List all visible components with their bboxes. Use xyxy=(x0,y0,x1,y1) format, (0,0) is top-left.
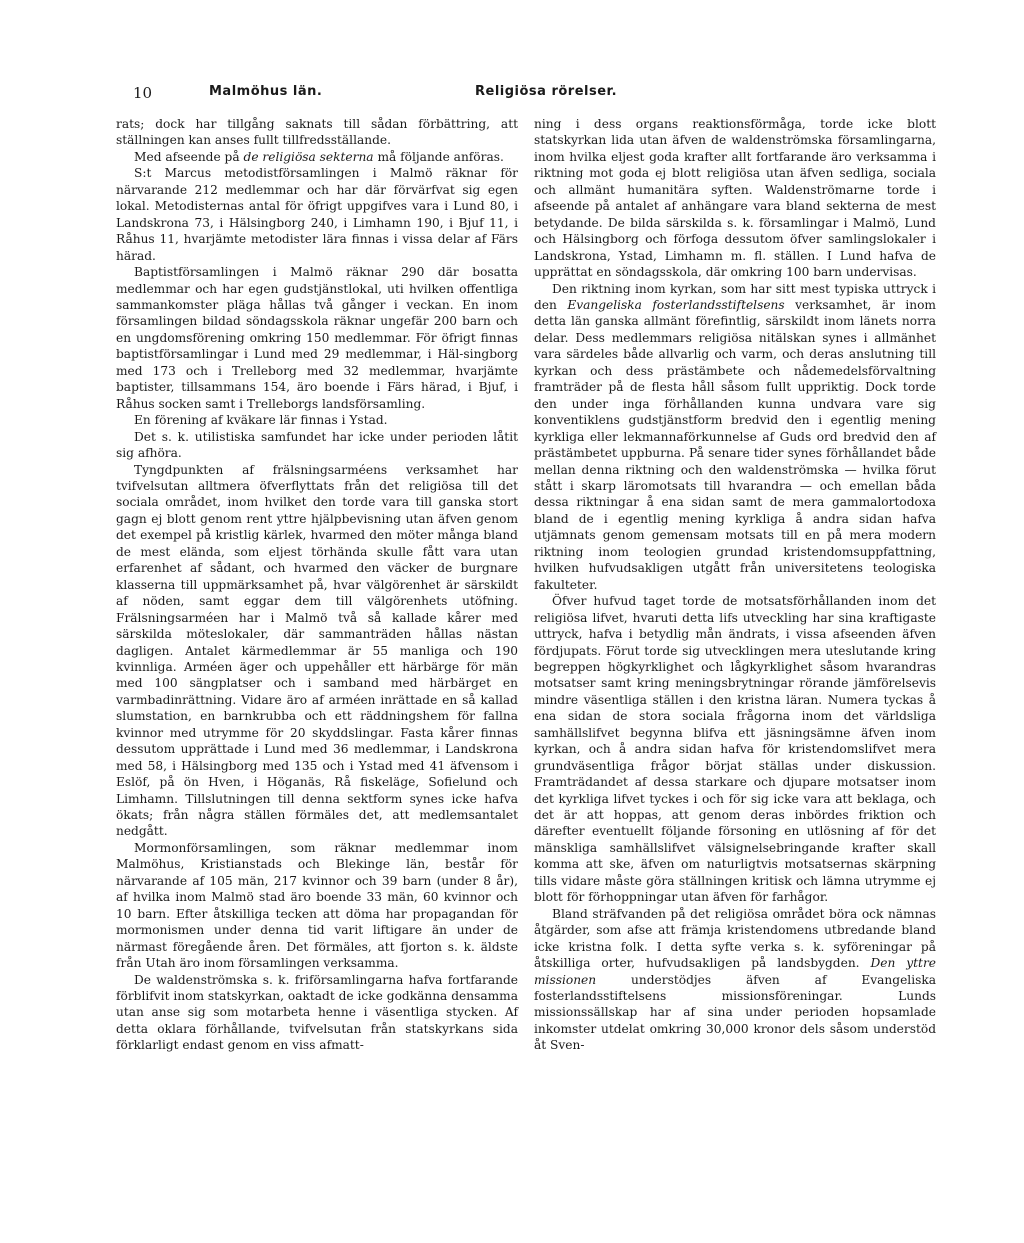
paragraph: Öfver hufvud taget torde de motsatsförhållanden inom det religiösa lifvet, hvaruti detta lifs utveckling har sina kraftigaste uttryck, hafva i betydlig mån ändrats, i vissa afseenden äfven fördjupats. Förut torde sig utvecklingen mera uteslutande kring begreppen högkyrklighet och lågkyrklighet såsom hvarandras motsatser samt kring meningsbrytningar rörande jämförelsevis mindre väsentliga ställen i den kristna läran. Numera tyckas å ena sidan de stora sociala frågorna inom det världsliga samhällslifvet begynna blifva ett jäsningsämne äfven inom kyrkan, och å andra sidan hafva för kristendomslifvet mera grundväsentliga frågor börjat ställas under diskussion. Framträdandet af dessa starkare och djupare motsatser inom det kyrkliga lifvet tyckes i och för sig icke vara att beklaga, och det är att hoppas, att genom deras inbördes friktion och därefter eventuellt följande försoning en utlösning af för det mänskliga samhällslifvet välsignelsebringande krafter skall komma att ske, äfven om naturligtvis motsatsernas skärpning tills vidare måste göra ställningen kritisk och lämna utrymme ej blott för förhoppningar utan äfven för farhågor. xyxy=(534,594,936,905)
paragraph-text: Bland sträfvanden på det religiösa området böra ock nämnas åtgärder, som afse att främja kristendomens utbredande bland icke kristna folk. I detta syfte verka s. k. syföreningar på åtskilliga orter, hufvudsakligen på landsbygden. xyxy=(534,906,936,971)
paragraph: Baptistförsamlingen i Malmö räknar 290 där bosatta medlemmar och har egen gudstjänstlokal, uti hvilken offentliga sammankomster pläga hållas två gånger i veckan. En inom församlingen bildad söndagsskola räknar ungefär 200 barn och en ungdomsförening omkring 150 medlemmar. För öfrigt finnas baptistförsamlingar i Lund med 29 medlemmar, i Häl-singborg med 173 och i Trelleborg med 32 medlemmar, hvarjämte baptister, tillsammans 154, äro boende i Färs härad, i Bjuf, i Råhus socken samt i Trelleborgs landsförsamling. xyxy=(116,265,518,411)
italic-term: de religiösa sekterna xyxy=(243,149,374,164)
paragraph: ning i dess organs reaktionsförmåga, torde icke blott statskyrkan lida utan äfven de waldenströmska församlingarna, inom hvilka eljest goda krafter allt fortfarande äro verksamma i riktning mot goda ej blott religiösa utan äfven sedliga, sociala och allmänt humanitära syften. Waldenströmarne torde i afseende på antalet af anhängare vara bland sekterna de mest betydande. De bilda särskilda s. k. församlingar i Malmö, Lund och Hälsingborg och förfoga dessutom öfver samlingslokaler i Landskrona, Ystad, Limhamn m. fl. ställen. I Lund hafva de upprättat en söndagsskola, där omkring 100 barn undervisas. xyxy=(534,117,936,280)
italic-term: Den yttre missionen xyxy=(534,956,936,987)
paragraph-text: understödjes äfven af Evangeliska fosterlandsstiftelsens missionsföreningar. Lunds missionssällskap har af sina under perioden hopsamlade inkomster utdelat omkring 30,000 kronor dels såsom understöd åt Sven- xyxy=(534,972,936,1053)
paragraph-text: må följande anföras. xyxy=(373,149,504,164)
running-title-right: Religiösa rörelser. xyxy=(475,84,618,99)
paragraph: Tyngdpunkten af frälsningsarméens verksamhet har tvifvelsutan alltmera öfverflyttats från det religiösa till det sociala området, inom hvilket den torde vara till ganska stort gagn ej blott genom rent yttre hjälpbevisning utan äfven genom det exempel på kristlig kärlek, hvarmed den möter många bland de mest elända, som eljest törhända skulle fått vara utan erfarenhet af sådant, och hvarmed den väcker de burgnare klasserna till uppmärksamhet på, hvar välgörenhet är särskildt af nöden, samt eggar dem till välgörenhets utöfning. Frälsningsarméen har i Malmö två så kallade kårer med särskilda möteslokaler, där sammanträden hållas nästan dagligen. Antalet kärmedlemmar är 55 manliga och 190 kvinnliga. Arméen äger och uppehåller ett härbärge för män med 100 sängplatser och i samband med härbärget en varmbadinrättning. Vidare äro af arméen inrättade en så kallad slumstation, en barnkrubba och ett räddningshem för fallna kvinnor med utrymme för 20 skyddslingar. Fasta kårer finnas dessutom upprättade i Lund med 36 medlemmar, i Landskrona med 58, i Hälsingborg med 135 och i Ystad med 41 äfvensom i Eslöf, på ön Hven, i Höganäs, Rå fiskeläge, Sofielund och Limhamn. Tillslutningen till denna sektform synes icke hafva ökats; från några ställen förmäles det, att medlemsantalet nedgått. xyxy=(116,462,518,839)
paragraph-text: Den riktning inom kyrkan, som har sitt mest typiska uttryck i den xyxy=(534,281,936,312)
italic-term: Evangeliska fosterlandsstiftelsens xyxy=(567,297,785,312)
page-number: 10 xyxy=(133,84,153,102)
running-head xyxy=(113,84,941,106)
right-column xyxy=(534,116,936,1054)
paragraph: En förening af kväkare lär finnas i Ystad. xyxy=(134,413,388,428)
paragraph: S:t Marcus metodistförsamlingen i Malmö räknar för närvarande 212 medlemmar och har där förvärfvat sig egen lokal. Metodisternas antal för öfrigt uppgifves vara i Lund 80, i Landskrona 73, i Hälsingborg 240, i Limhamn 190, i Bjuf 11, i Råhus 11, hvarjämte metodister lära finnas i vissa delar af Färs härad. xyxy=(116,166,518,263)
paragraph: Mormonförsamlingen, som räknar medlemmar inom Malmöhus, Kristianstads och Blekinge län, består för närvarande af 105 män, 217 kvinnor och 39 barn (under 8 år), af hvilka inom Malmö stad äro boende 33 män, 60 kvinnor och 10 barn. Efter åtskilliga tecken att döma har propagandan för mormonismen under denna tid varit liftigare än under de närmast föregående åren. Det förmäles, att fjorton s. k. äldste från Utah äro inom församlingen verksamma. xyxy=(116,840,518,971)
paragraph-text: verksamhet, är inom detta län ganska allmänt förefintlig, särskildt inom länets norra delar. Dess medlemmars religiösa nitälskan synes i allmänhet vara särdeles både allvarlig och varm, och deras anslutning till kyrkan och dess prästämbete och nådemedelsförvaltning framträder på de flesta håll såsom fullt uppriktig. Dock torde den under inga förhållanden kunna undvara vare sig konventiklens gudstjänstform bredvid den i egentlig mening kyrkliga eller lekmannaförkunnelse af Guds ord bredvid den af prästämbetet uppburna. På senare tider synes förhållandet både mellan denna riktning och den waldenströmska — hvilka förut stått i skarp läromotsats till hvarandra — och emellan båda dessa riktningar å ena sidan samt de mera gammalortodoxa bland de i egentlig mening kyrkliga å andra sidan hafva utjämnats genom gemensam motsats till en på mera modern riktning inom teologien grundad kristendomsuppfattning, hvilken hufvudsakligen utgått från universitetens teologiska fakulteter. xyxy=(534,297,936,592)
left-column xyxy=(116,116,518,1054)
paragraph-text: Med afseende på xyxy=(134,149,244,164)
paragraph: De waldenströmska s. k. friförsamlingarna hafva fortfarande förblifvit inom statskyrkan, oaktadt de icke godkänna densamma utan anse sig som motarbeta henne i väsentliga stycken. Af detta oklara förhållande, tvifvelsutan från statskyrkans sida förklarligt endast genom en viss afmatt- xyxy=(116,972,518,1053)
paragraph: Det s. k. utilistiska samfundet har icke under perioden låtit sig afhöra. xyxy=(116,429,518,461)
running-title-left: Malmöhus län. xyxy=(209,84,323,99)
paragraph: rats; dock har tillgång saknats till sådan förbättring, att ställningen kan anses fullt tillfredsställande. xyxy=(116,117,518,148)
paragraph xyxy=(534,281,936,594)
paragraph xyxy=(116,149,518,165)
paragraph xyxy=(534,906,936,1054)
